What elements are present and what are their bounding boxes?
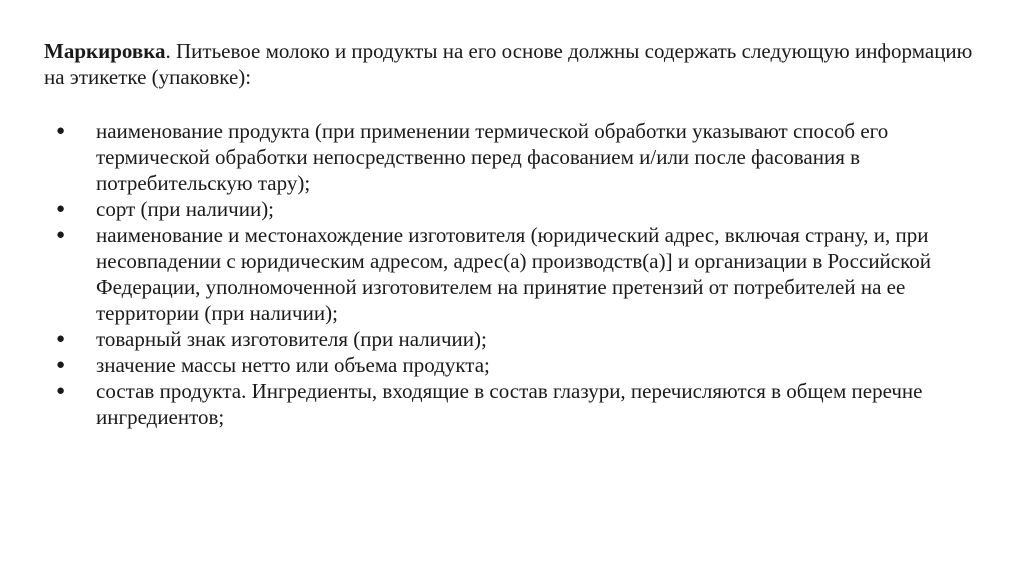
bullet-icon: ● [56, 383, 66, 399]
bullet-icon: ● [56, 123, 66, 139]
list-item-text: значение массы нетто или объема продукта; [96, 353, 490, 377]
intro-term: Маркировка [44, 39, 166, 63]
list-item-text: наименование продукта (при применении термической обработки указывают способ его термической обработки непосредственно перед фасованием и/или после фасования в потребительскую тару); [96, 119, 889, 195]
intro-paragraph [44, 38, 974, 90]
list-item [44, 352, 976, 378]
list-item [44, 222, 976, 326]
intro-text: . Питьевое молоко и продукты на его основе должны содержать следующую информацию на этикетке (упаковке): [44, 39, 973, 89]
bullet-icon: ● [56, 201, 66, 217]
bullet-icon: ● [56, 357, 66, 373]
list-item [44, 196, 976, 222]
bullet-icon: ● [56, 227, 66, 243]
list-item [44, 378, 976, 430]
list-item [44, 118, 976, 196]
list-item-text: состав продукта. Ингредиенты, входящие в состав глазури, перечисляются в общем перечне ингредиентов; [96, 379, 923, 429]
requirements-list [44, 118, 984, 430]
list-item-text: наименование и местонахождение изготовителя (юридический адрес, включая страну, и, при несовпадении с юридическим адресом, адрес(а) производств(а)] и организации в Российской Федерации, уполномоченной изготовителем на принятие претензий от потребителей на ее территории (при наличии); [96, 223, 931, 325]
list-item-text: товарный знак изготовителя (при наличии); [96, 327, 487, 351]
list-item-text: сорт (при наличии); [96, 197, 275, 221]
list-item [44, 326, 976, 352]
bullet-icon: ● [56, 331, 66, 347]
